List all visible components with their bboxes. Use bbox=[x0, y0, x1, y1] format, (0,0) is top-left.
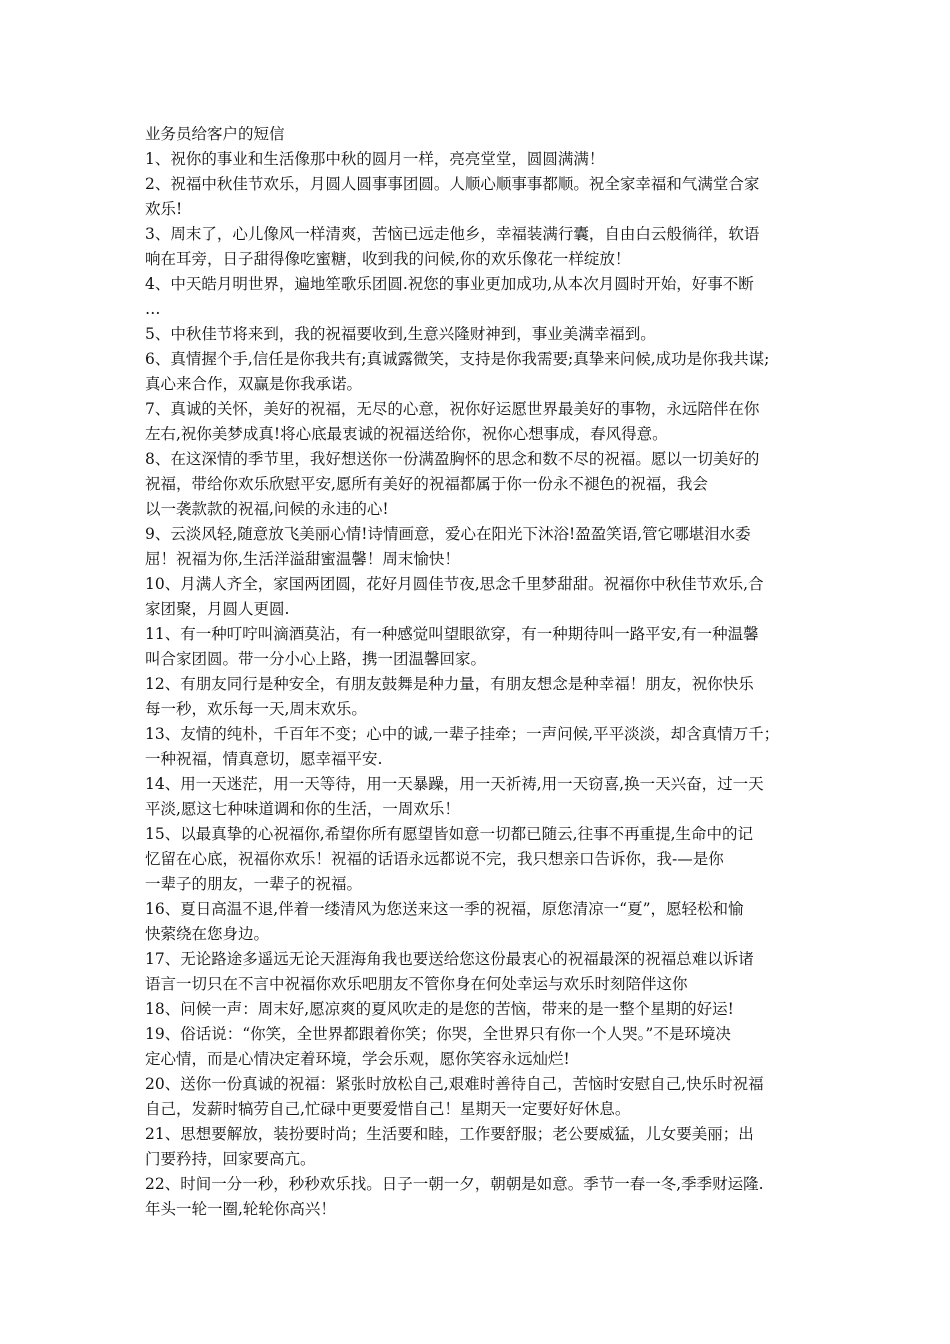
message-item bbox=[145, 822, 808, 897]
message-line: … bbox=[145, 300, 161, 318]
message-line: 2、祝福中秋佳节欢乐，月圆人圆事事团圆。人顺心顺事事都顺。祝全家幸福和气满堂合家 bbox=[145, 175, 760, 193]
message-line: 4、中天皓月明世界，遍地笙歌乐团圆.祝您的事业更加成功,从本次月圆时开始，好事不断 bbox=[145, 275, 754, 293]
message-line: 一种祝福，情真意切，愿幸福平安. bbox=[145, 750, 383, 768]
message-line: 7、真诚的关怀，美好的祝福，无尽的心意，祝你好运愿世界最美好的事物，永远陪伴在你 bbox=[145, 400, 760, 418]
message-line: 家团聚，月圆人更圆. bbox=[145, 600, 290, 618]
message-line: 19、俗话说：“你笑，全世界都跟着你笑；你哭，全世界只有你一个人哭。”不是环境决 bbox=[145, 1025, 731, 1043]
message-line: 18、问候一声：周末好,愿凉爽的夏风吹走的是您的苦恼，带来的是一整个星期的好运! bbox=[145, 1000, 734, 1018]
message-line: 左右,祝你美梦成真!将心底最衷诚的祝福送给你，祝你心想事成，春风得意。 bbox=[145, 425, 668, 443]
message-line: 5、中秋佳节将来到，我的祝福要收到,生意兴隆财神到，事业美满幸福到。 bbox=[145, 325, 656, 343]
message-item bbox=[145, 147, 808, 172]
message-line: 20、送你一份真诚的祝福：紧张时放松自己,艰难时善待自己，苦恼时安慰自己,快乐时祝福 bbox=[145, 1075, 764, 1093]
message-item bbox=[145, 347, 808, 397]
message-line: 3、周末了，心儿像风一样清爽，苦恼已远走他乡，幸福装满行囊，自由白云般徜徉，软语 bbox=[145, 225, 760, 243]
message-line: 快萦绕在您身边。 bbox=[145, 925, 270, 943]
message-item bbox=[145, 897, 808, 947]
message-line: 1、祝你的事业和生活像那中秋的圆月一样，亮亮堂堂，圆圆满满！ bbox=[145, 150, 605, 168]
message-line: 门要矜持，回家要高亢。 bbox=[145, 1150, 316, 1168]
message-item bbox=[145, 1122, 808, 1172]
message-item bbox=[145, 572, 808, 622]
message-item bbox=[145, 722, 808, 772]
message-item bbox=[145, 322, 808, 347]
message-list bbox=[145, 147, 808, 1222]
message-item bbox=[145, 1172, 808, 1222]
message-line: 6、真情握个手,信任是你我共有;真诚露微笑，支持是你我需要;真挚来问候,成功是你我共谋; bbox=[145, 350, 770, 368]
message-line: 11、有一种叮咛叫滴酒莫沾，有一种感觉叫望眼欲穿，有一种期待叫一路平安,有一种温馨 bbox=[145, 625, 759, 643]
document-title: 业务员给客户的短信 bbox=[145, 125, 285, 143]
message-line: 22、时间一分一秒，秒秒欢乐找。日子一朝一夕，朝朝是如意。季节一春一冬,季季财运隆. bbox=[145, 1175, 764, 1193]
message-line: 忆留在心底，祝福你欢乐！祝福的话语永远都说不完，我只想亲口告诉你，我-—是你 bbox=[145, 850, 724, 868]
message-line: 真心来合作，双赢是你我承诺。 bbox=[145, 375, 363, 393]
message-line: 8、在这深情的季节里，我好想送你一份满盈胸怀的思念和数不尽的祝福。愿以一切美好的 bbox=[145, 450, 760, 468]
message-item bbox=[145, 622, 808, 672]
message-line: 10、月满人齐全，家国两团圆，花好月圆佳节夜,思念千里梦甜甜。祝福你中秋佳节欢乐,合 bbox=[145, 575, 764, 593]
message-line: 响在耳旁，日子甜得像吃蜜糖，收到我的问候,你的欢乐像花一样绽放！ bbox=[145, 250, 631, 268]
message-item bbox=[145, 397, 808, 447]
message-item bbox=[145, 947, 808, 997]
message-line: 年头一轮一圈,轮轮你高兴！ bbox=[145, 1200, 336, 1218]
message-item bbox=[145, 272, 808, 322]
message-line: 12、有朋友同行是种安全，有朋友鼓舞是种力量，有朋友想念是种幸福！朋友，祝你快乐 bbox=[145, 675, 754, 693]
message-item bbox=[145, 772, 808, 822]
message-line: 定心情，而是心情决定着环境，学会乐观，愿你笑容永远灿烂! bbox=[145, 1050, 570, 1068]
message-line: 16、夏日高温不退,伴着一缕清风为您送来这一季的祝福，原您清凉一“夏”，愿轻松和愉 bbox=[145, 900, 744, 918]
message-line: 自己，发薪时犒劳自己,忙碌中更要爱惜自己！星期天一定要好好休息。 bbox=[145, 1100, 631, 1118]
message-line: 17、无论路途多遥远无论天涯海角我也要送给您这份最衷心的祝福最深的祝福总难以诉诸 bbox=[145, 950, 754, 968]
message-line: 平淡,愿这七种味道调和你的生活，一周欢乐！ bbox=[145, 800, 460, 818]
message-item bbox=[145, 222, 808, 272]
message-line: 语言一切只在不言中祝福你欢乐吧朋友不管你身在何处幸运与欢乐时刻陪伴这你 bbox=[145, 975, 688, 993]
message-line: 每一秒，欢乐每一天,周末欢乐。 bbox=[145, 700, 367, 718]
message-line: 欢乐! bbox=[145, 200, 183, 218]
message-line: 屈！祝福为你,生活洋溢甜蜜温馨！周末愉快！ bbox=[145, 550, 460, 568]
message-line: 祝福，带给你欢乐欣慰平安,愿所有美好的祝福都属于你一份永不褪色的祝福，我会 bbox=[145, 475, 708, 493]
message-item bbox=[145, 172, 808, 222]
message-item bbox=[145, 997, 808, 1022]
message-line: 一辈子的朋友，一辈子的祝福。 bbox=[145, 875, 363, 893]
message-item bbox=[145, 1022, 808, 1072]
message-line: 以一袭款款的祝福,问候的永违的心! bbox=[145, 500, 389, 518]
message-line: 21、思想要解放，装扮要时尚；生活要和睦，工作要舒服；老公要威猛，儿女要美丽；出 bbox=[145, 1125, 754, 1143]
message-line: 叫合家团圆。带一分小心上路，携一团温馨回家。 bbox=[145, 650, 487, 668]
message-line: 9、云淡风轻,随意放飞美丽心情!诗情画意，爱心在阳光下沐浴!盈盈笑语,管它哪堪泪水委 bbox=[145, 525, 751, 543]
message-item bbox=[145, 447, 808, 522]
message-item bbox=[145, 1072, 808, 1122]
message-line: 15、以最真挚的心祝福你,希望你所有愿望皆如意一切都已随云,往事不再重提,生命中的记 bbox=[145, 825, 754, 843]
message-line: 13、友情的纯朴，千百年不变；心中的诚,一辈子挂牵；一声问候,平平淡淡，却含真情万千； bbox=[145, 725, 780, 743]
message-line: 14、用一天迷茫，用一天等待，用一天暴躁，用一天祈祷,用一天窃喜,换一天兴奋，过一天 bbox=[145, 775, 764, 793]
message-item bbox=[145, 672, 808, 722]
message-item bbox=[145, 522, 808, 572]
